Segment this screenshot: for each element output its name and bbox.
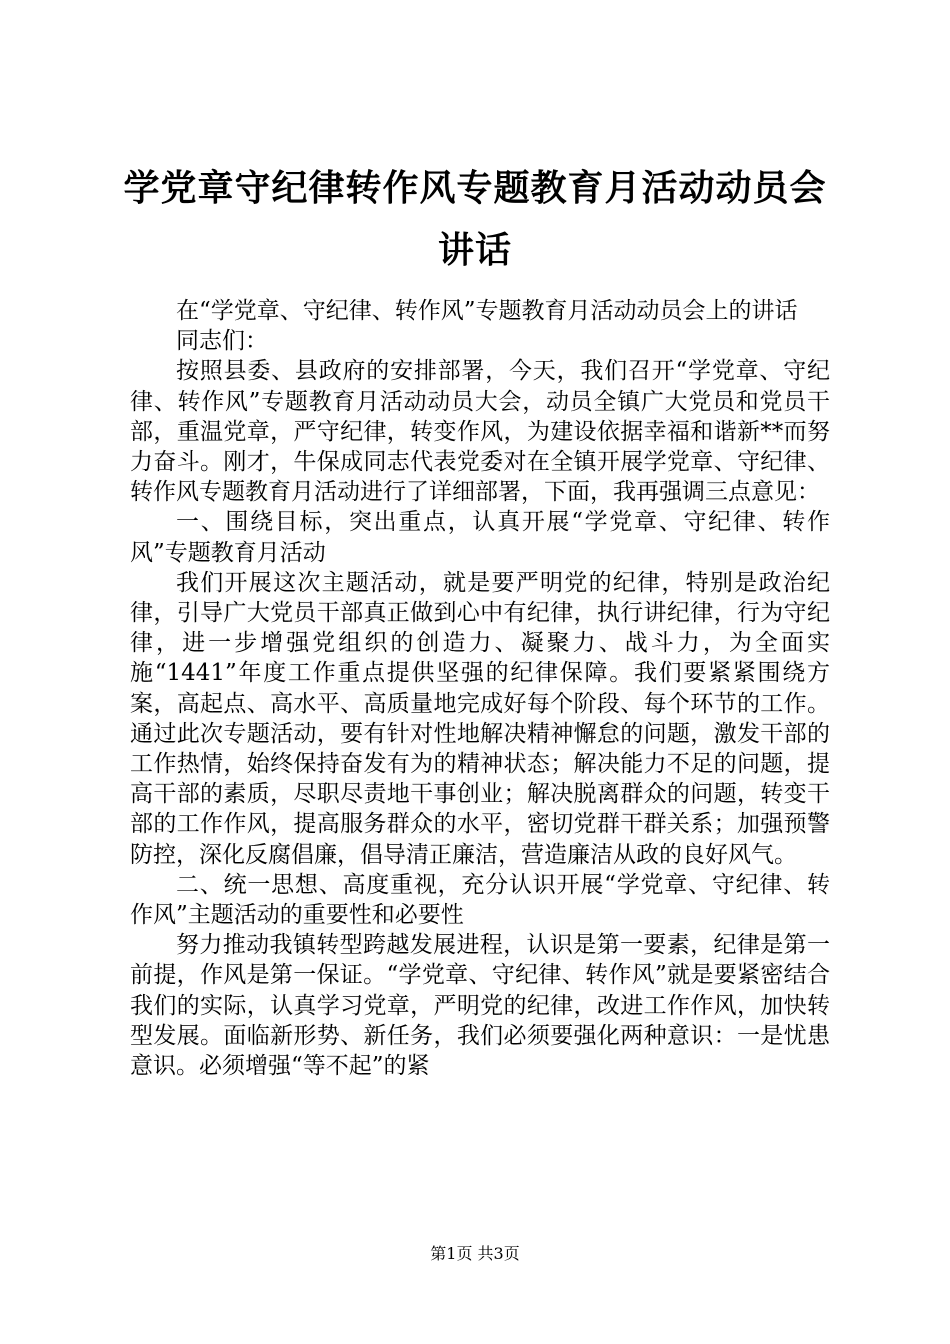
paragraph-section-2: 努力推动我镇转型跨越发展进程，认识是第一要素，纪律是第一前提，作风是第一保证。“学党章、守纪律、转作风”就是要紧密结合我们的实际，认真学习党章，严明党的纪律，改进工作作风，加快转型发展。面临新形势、新任务，我们必须要强化两种意识：一是忧患意识。必须增强“等不起”的紧 — [130, 932, 830, 1080]
page-footer: 第1页 共3页 — [430, 1244, 520, 1263]
document-title: 学党章守纪律转作风专题教育月活动动员会讲话 — [123, 168, 827, 271]
paragraph-section-1: 我们开展这次主题活动，就是要严明党的纪律，特别是政治纪律，引导广大党员干部真正做到心中有纪律，执行讲纪律，行为守纪律，进一步增强党组织的创造力、凝聚力、战斗力，为全面实施“1441”年度工作重点提供坚强的纪律保障。我们要紧紧围绕方案，高起点、高水平、高质量地完成好每个阶段、每个环节的工作。通过此次专题活动，要有针对性地解决精神懈怠的问题，激发干部的工作热情，始终保持奋发有为的精神状态；解决能力不足的问题，提高干部的素质，尽职尽责地干事创业；解决脱离群众的问题，转变干部的工作作风，提高服务群众的水平，密切党群干群关系；加强预警防控，深化反腐倡廉，倡导清正廉洁，营造廉洁从政的良好风气。 — [130, 569, 830, 868]
section-heading-2: 二、统一思想、高度重视，充分认识开展“学党章、守纪律、转作风”主题活动的重要性和必要性 — [130, 871, 830, 929]
section-heading-1: 一、围绕目标，突出重点，认真开展“学党章、守纪律、转作风”专题教育月活动 — [130, 509, 830, 566]
paragraph-salutation: 同志们： — [176, 328, 268, 355]
paragraph-intro: 按照县委、县政府的安排部署，今天，我们召开“学党章、守纪律、转作风”专题教育月活动动员大会，动员全镇广大党员和党员干部，重温党章，严守纪律，转变作风，为建设依据幸福和谐新**而努力奋斗。刚才，牛保成同志代表党委对在全镇开展学党章、守纪律、转作风专题教育月活动进行了详细部署，下面，我再强调三点意见： — [130, 358, 830, 506]
paragraph-subtitle: 在“学党章、守纪律、转作风”专题教育月活动动员会上的讲话 — [176, 298, 798, 324]
document-body — [130, 296, 830, 1081]
